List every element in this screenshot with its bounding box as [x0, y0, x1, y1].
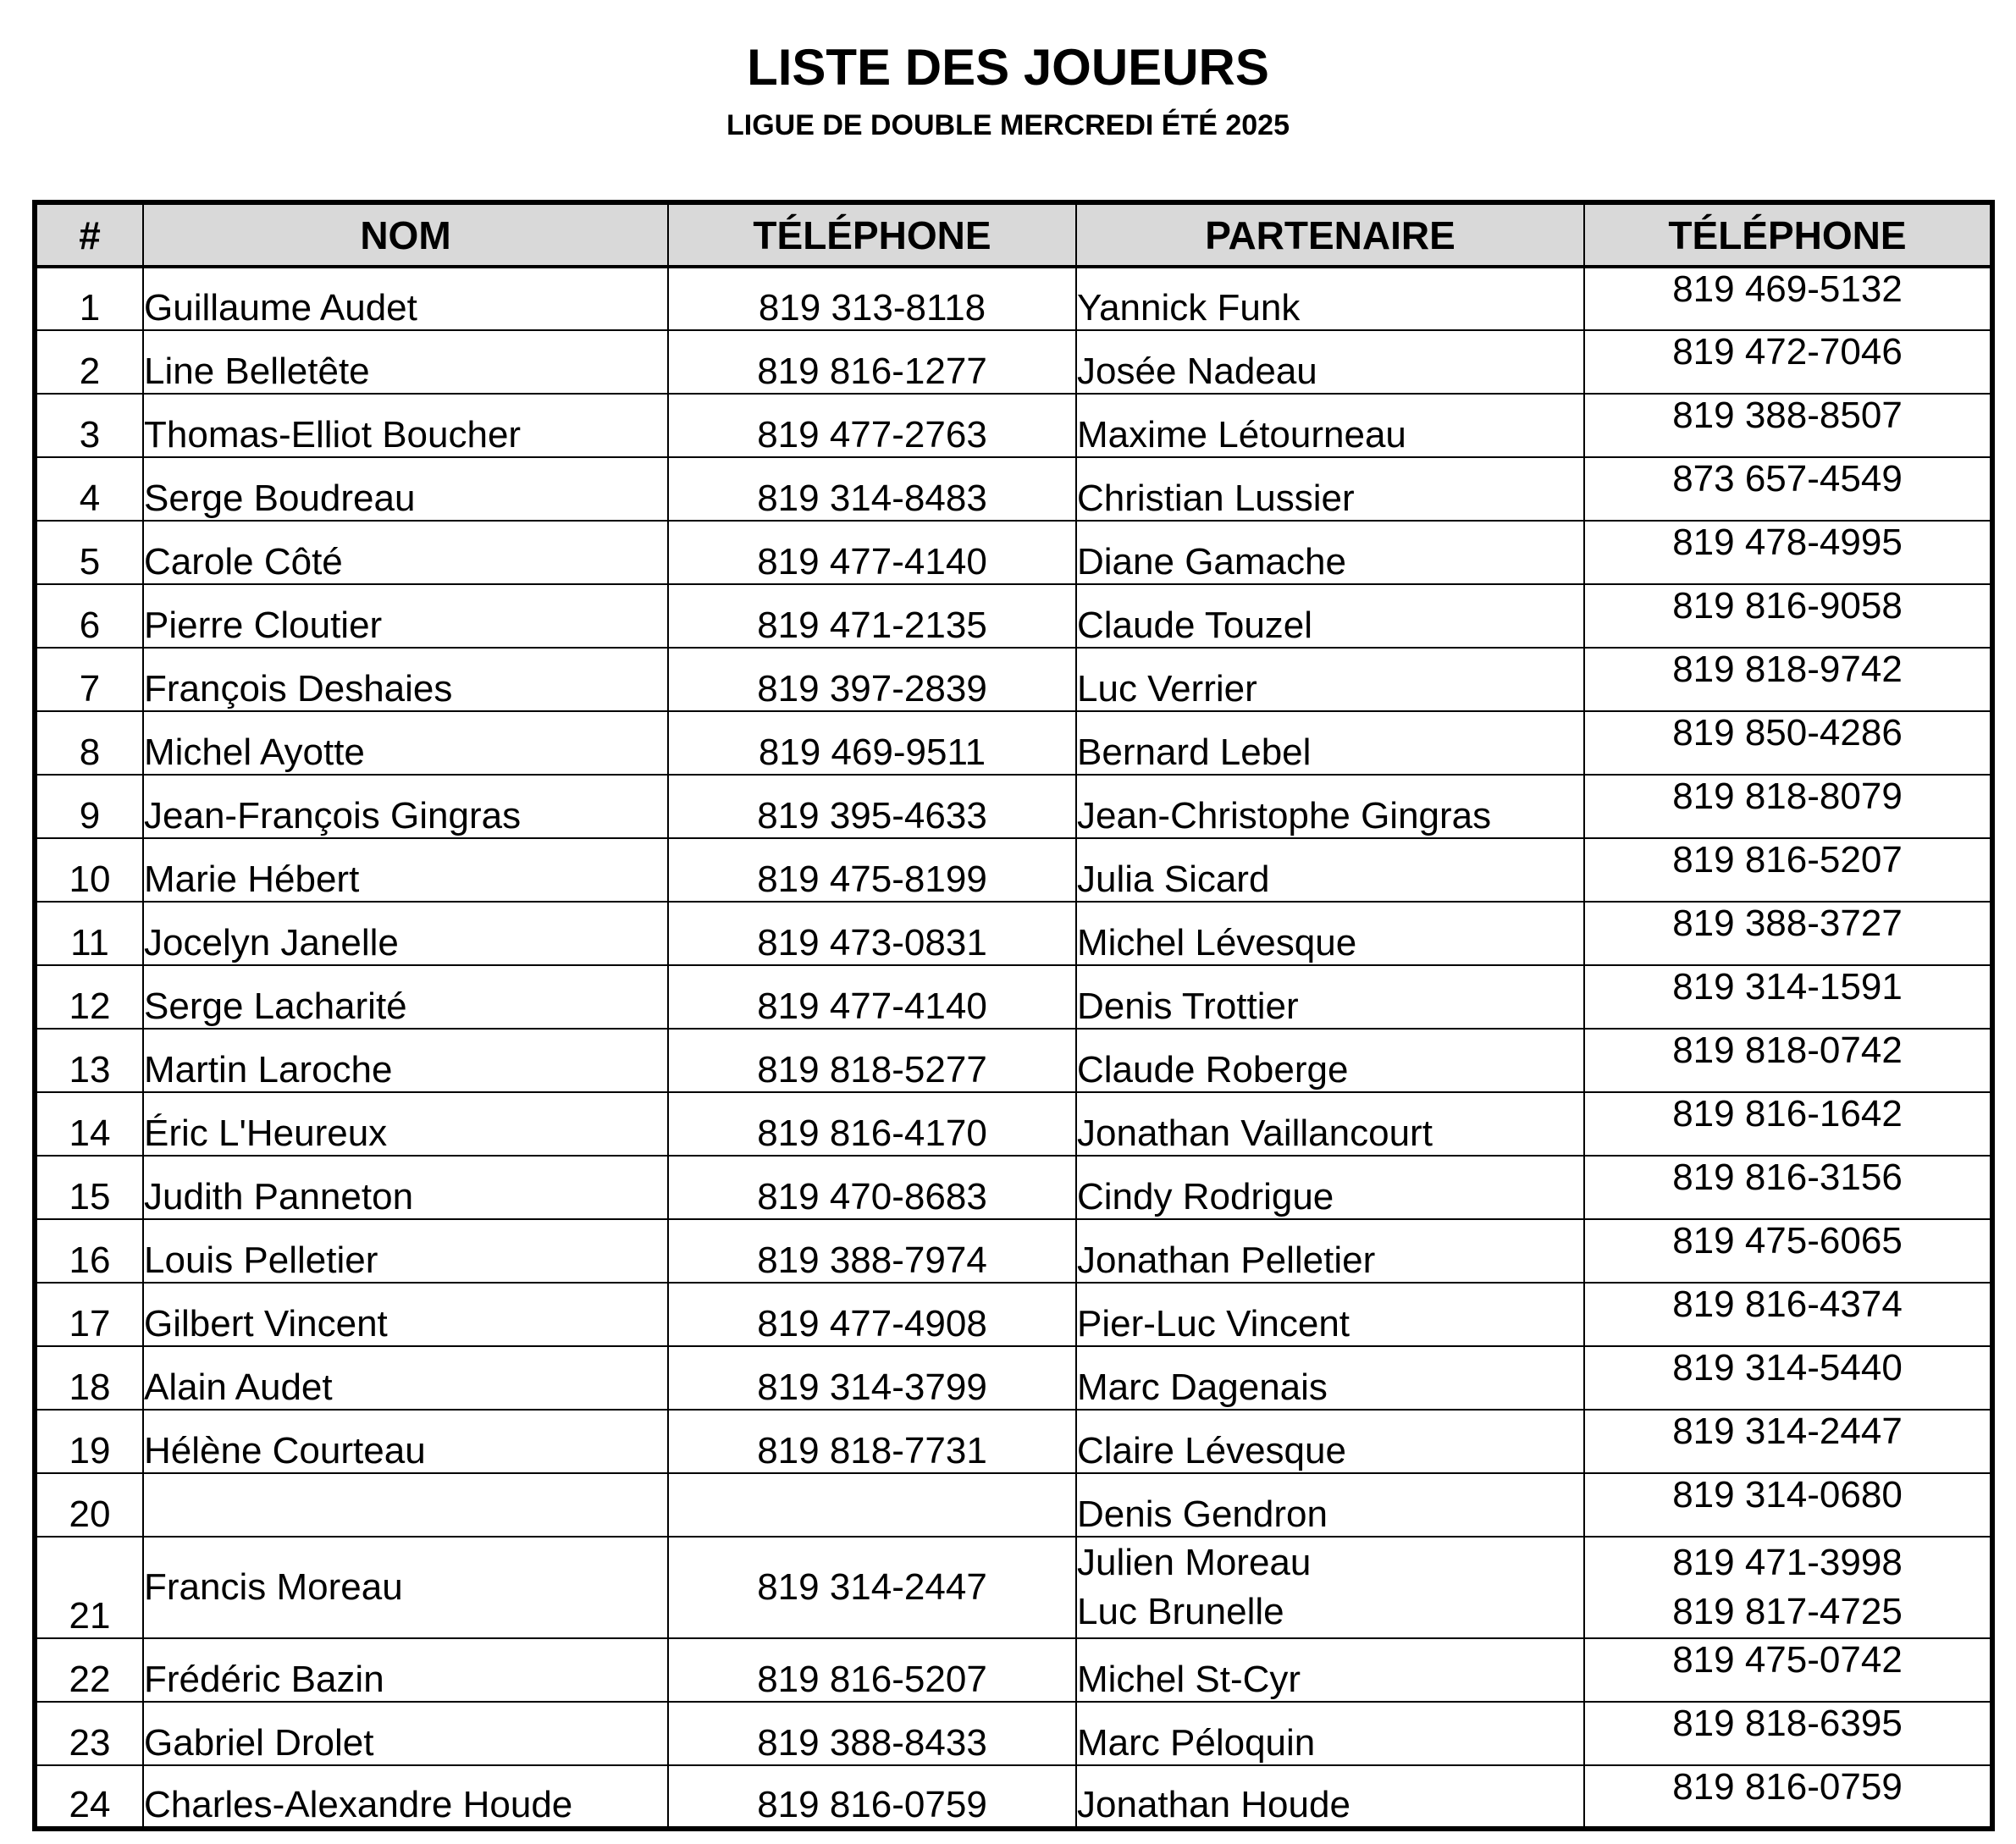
table-row — [35, 1029, 1992, 1092]
partner-name: Julien Moreau — [1077, 1542, 1312, 1583]
player-name-cell: Serge Lacharité — [143, 965, 668, 1029]
player-phone-cell: 819 816-1277 — [668, 330, 1076, 394]
player-phone-cell: 819 816-0759 — [668, 1765, 1076, 1829]
player-phone-cell: 819 395-4633 — [668, 775, 1076, 838]
table-header-row — [35, 202, 1992, 267]
partner-phone-cell: 819 816-9058 — [1584, 584, 1992, 648]
partner-name-cell: Jonathan Pelletier — [1076, 1219, 1584, 1283]
partner-name-cell: Christian Lussier — [1076, 457, 1584, 521]
row-number-cell: 11 — [35, 902, 143, 965]
player-phone-cell: 819 818-5277 — [668, 1029, 1076, 1092]
player-phone-cell: 819 816-5207 — [668, 1638, 1076, 1702]
partner-name-cell: Cindy Rodrigue — [1076, 1156, 1584, 1219]
player-phone-cell: 819 470-8683 — [668, 1156, 1076, 1219]
player-name-cell: Serge Boudreau — [143, 457, 668, 521]
row-number-cell: 16 — [35, 1219, 143, 1283]
player-phone-cell: 819 818-7731 — [668, 1410, 1076, 1473]
player-name-cell: Gabriel Drolet — [143, 1702, 668, 1765]
player-name-cell: François Deshaies — [143, 648, 668, 711]
player-name-cell: Hélène Courteau — [143, 1410, 668, 1473]
second-partner-phone: 819 817-4725 — [1672, 1591, 1903, 1632]
table-row — [35, 711, 1992, 775]
table-row — [35, 648, 1992, 711]
partner-phone-cell: 819 818-8079 — [1584, 775, 1992, 838]
partner-phone-cell: 819 469-5132 — [1584, 267, 1992, 330]
player-name-cell: Jocelyn Janelle — [143, 902, 668, 965]
player-name-cell: Line Belletête — [143, 330, 668, 394]
table-row — [35, 1346, 1992, 1410]
table-row — [35, 775, 1992, 838]
partner-phone-cell: 819 472-7046 — [1584, 330, 1992, 394]
player-phone-cell: 819 477-4140 — [668, 965, 1076, 1029]
player-phone-cell: 819 475-8199 — [668, 838, 1076, 902]
row-number-cell: 6 — [35, 584, 143, 648]
partner-name-cell: Yannick Funk — [1076, 267, 1584, 330]
row-number-cell: 15 — [35, 1156, 143, 1219]
partner-name-cell: Claire Lévesque — [1076, 1410, 1584, 1473]
partner-name-cell: Claude Touzel — [1076, 584, 1584, 648]
partner-phone-cell: 819 816-4374 — [1584, 1283, 1992, 1346]
table-row — [35, 1219, 1992, 1283]
partner-name-cell: Jean-Christophe Gingras — [1076, 775, 1584, 838]
partner-phone-cell: 819 816-3156 — [1584, 1156, 1992, 1219]
table-row — [35, 457, 1992, 521]
partner-name-cell: Claude Roberge — [1076, 1029, 1584, 1092]
partner-phone-cell — [1584, 1537, 1992, 1638]
table-row — [35, 1283, 1992, 1346]
partner-name-cell: Bernard Lebel — [1076, 711, 1584, 775]
partner-phone-cell: 819 816-5207 — [1584, 838, 1992, 902]
player-phone-cell: 819 477-2763 — [668, 394, 1076, 457]
table-row — [35, 521, 1992, 584]
players-table — [32, 200, 1995, 1831]
page-subtitle: LIGUE DE DOUBLE MERCREDI ÉTÉ 2025 — [726, 109, 1290, 141]
partner-name-cell: Pier-Luc Vincent — [1076, 1283, 1584, 1346]
page-title: LISTE DES JOUEURS — [747, 39, 1269, 96]
table-row — [35, 1410, 1992, 1473]
partner-phone-cell: 819 818-9742 — [1584, 648, 1992, 711]
partner-phone-cell: 819 818-6395 — [1584, 1702, 1992, 1765]
player-phone-cell: 819 471-2135 — [668, 584, 1076, 648]
partner-phone-cell: 819 388-8507 — [1584, 394, 1992, 457]
player-phone-cell: 819 816-4170 — [668, 1092, 1076, 1156]
table-row — [35, 1702, 1992, 1765]
player-name-cell: Charles-Alexandre Houde — [143, 1765, 668, 1829]
row-number-cell: 24 — [35, 1765, 143, 1829]
player-phone-cell: 819 314-8483 — [668, 457, 1076, 521]
row-number-cell: 4 — [35, 457, 143, 521]
table-row — [35, 838, 1992, 902]
partner-name-cell: Michel Lévesque — [1076, 902, 1584, 965]
column-header-partner: PARTENAIRE — [1076, 202, 1584, 267]
partner-phone-cell: 819 850-4286 — [1584, 711, 1992, 775]
row-number-cell: 7 — [35, 648, 143, 711]
player-phone-cell: 819 473-0831 — [668, 902, 1076, 965]
player-name-cell: Thomas-Elliot Boucher — [143, 394, 668, 457]
player-name-cell: Martin Laroche — [143, 1029, 668, 1092]
table-row — [35, 394, 1992, 457]
column-header-partner-phone: TÉLÉPHONE — [1584, 202, 1992, 267]
table-row — [35, 267, 1992, 330]
player-phone-cell: 819 397-2839 — [668, 648, 1076, 711]
table-body — [35, 267, 1992, 1829]
partner-phone-cell: 819 475-0742 — [1584, 1638, 1992, 1702]
player-name-cell: Éric L'Heureux — [143, 1092, 668, 1156]
row-number-cell: 8 — [35, 711, 143, 775]
partner-name-cell: Julia Sicard — [1076, 838, 1584, 902]
partner-name-cell: Diane Gamache — [1076, 521, 1584, 584]
partner-phone-cell: 819 818-0742 — [1584, 1029, 1992, 1092]
row-number-cell: 12 — [35, 965, 143, 1029]
partner-name-cell — [1076, 1537, 1584, 1638]
table-row — [35, 902, 1992, 965]
row-number-cell: 5 — [35, 521, 143, 584]
partner-name-cell: Denis Gendron — [1076, 1473, 1584, 1537]
table-row — [35, 330, 1992, 394]
second-partner-name: Luc Brunelle — [1077, 1591, 1284, 1632]
column-header-name: NOM — [143, 202, 668, 267]
table-row — [35, 1473, 1992, 1537]
table-row — [35, 1765, 1992, 1829]
row-number-cell: 22 — [35, 1638, 143, 1702]
partner-name-cell: Maxime Létourneau — [1076, 394, 1584, 457]
row-number-cell: 1 — [35, 267, 143, 330]
player-phone-cell: 819 477-4140 — [668, 521, 1076, 584]
partner-phone-cell: 819 475-6065 — [1584, 1219, 1992, 1283]
partner-name-cell: Jonathan Houde — [1076, 1765, 1584, 1829]
player-phone-cell: 819 313-8118 — [668, 267, 1076, 330]
partner-name-cell: Michel St-Cyr — [1076, 1638, 1584, 1702]
player-phone-cell: 819 469-9511 — [668, 711, 1076, 775]
column-header-phone: TÉLÉPHONE — [668, 202, 1076, 267]
partner-phone-cell: 819 314-1591 — [1584, 965, 1992, 1029]
player-name-cell: Guillaume Audet — [143, 267, 668, 330]
partner-name-cell: Josée Nadeau — [1076, 330, 1584, 394]
player-name-cell: Judith Panneton — [143, 1156, 668, 1219]
table-row — [35, 1638, 1992, 1702]
player-phone-cell: 819 314-3799 — [668, 1346, 1076, 1410]
player-name-cell: Pierre Cloutier — [143, 584, 668, 648]
partner-name-cell: Jonathan Vaillancourt — [1076, 1092, 1584, 1156]
table-row — [35, 1537, 1992, 1638]
partner-phone-cell: 873 657-4549 — [1584, 457, 1992, 521]
player-name-cell: Marie Hébert — [143, 838, 668, 902]
partner-name-cell: Denis Trottier — [1076, 965, 1584, 1029]
row-number-cell: 21 — [35, 1537, 143, 1638]
player-name-cell: Michel Ayotte — [143, 711, 668, 775]
partner-phone-cell: 819 816-1642 — [1584, 1092, 1992, 1156]
row-number-cell: 2 — [35, 330, 143, 394]
player-name-cell: Jean-François Gingras — [143, 775, 668, 838]
row-number-cell: 23 — [35, 1702, 143, 1765]
player-name-cell: Carole Côté — [143, 521, 668, 584]
partner-phone-cell: 819 314-5440 — [1584, 1346, 1992, 1410]
row-number-cell: 10 — [35, 838, 143, 902]
player-name-cell: Francis Moreau — [143, 1537, 668, 1638]
row-number-cell: 13 — [35, 1029, 143, 1092]
player-name-cell — [143, 1473, 668, 1537]
partner-phone-cell: 819 478-4995 — [1584, 521, 1992, 584]
player-phone-cell: 819 388-7974 — [668, 1219, 1076, 1283]
player-name-cell: Alain Audet — [143, 1346, 668, 1410]
player-phone-cell — [668, 1473, 1076, 1537]
partner-phone-cell: 819 388-3727 — [1584, 902, 1992, 965]
player-name-cell: Gilbert Vincent — [143, 1283, 668, 1346]
row-number-cell: 3 — [35, 394, 143, 457]
table-row — [35, 1156, 1992, 1219]
partner-phone-cell: 819 816-0759 — [1584, 1765, 1992, 1829]
row-number-cell: 9 — [35, 775, 143, 838]
table-row — [35, 1092, 1992, 1156]
player-phone-cell: 819 314-2447 — [668, 1537, 1076, 1638]
partner-name-cell: Marc Péloquin — [1076, 1702, 1584, 1765]
player-phone-cell: 819 477-4908 — [668, 1283, 1076, 1346]
partner-name-cell: Marc Dagenais — [1076, 1346, 1584, 1410]
table-row — [35, 965, 1992, 1029]
row-number-cell: 20 — [35, 1473, 143, 1537]
column-header-number: # — [35, 202, 143, 267]
row-number-cell: 19 — [35, 1410, 143, 1473]
partner-phone-cell: 819 314-2447 — [1584, 1410, 1992, 1473]
player-phone-cell: 819 388-8433 — [668, 1702, 1076, 1765]
partner-phone-cell: 819 314-0680 — [1584, 1473, 1992, 1537]
table-row — [35, 584, 1992, 648]
row-number-cell: 17 — [35, 1283, 143, 1346]
row-number-cell: 18 — [35, 1346, 143, 1410]
partner-name-cell: Luc Verrier — [1076, 648, 1584, 711]
player-name-cell: Frédéric Bazin — [143, 1638, 668, 1702]
row-number-cell: 14 — [35, 1092, 143, 1156]
player-name-cell: Louis Pelletier — [143, 1219, 668, 1283]
partner-phone: 819 471-3998 — [1672, 1542, 1903, 1583]
